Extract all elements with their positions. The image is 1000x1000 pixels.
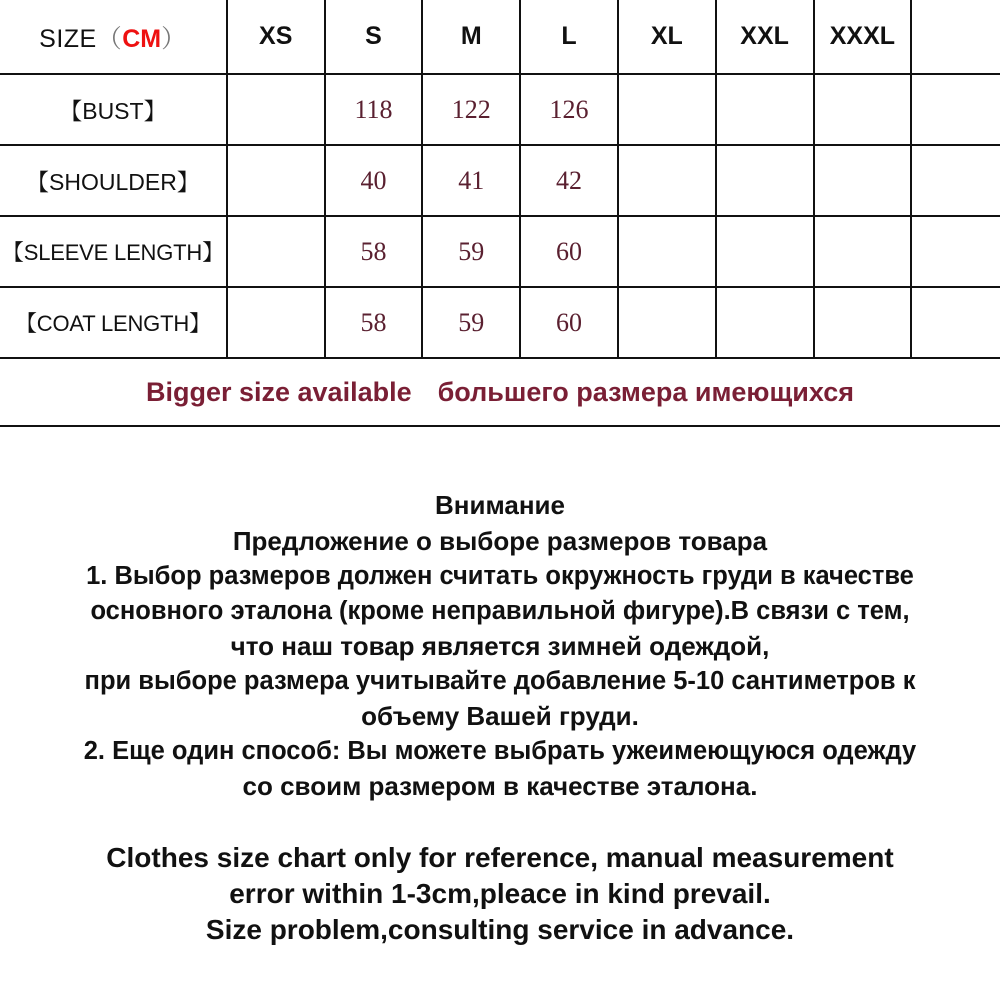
header-cell-spare xyxy=(911,0,1000,74)
notice-title: Внимание xyxy=(435,490,565,520)
cell-sleeve-xxxl xyxy=(814,216,912,287)
value-text: 41 xyxy=(458,165,485,195)
notice-line-4: при выборе размера учитывайте добавление 5-10 сантиметров к xyxy=(84,667,916,695)
cell-sleeve-spare xyxy=(911,216,1000,287)
cell-bust-xxl xyxy=(716,74,814,145)
cell-sleeve-xl xyxy=(618,216,716,287)
table-row-coat-length xyxy=(0,287,1000,358)
notice-line-2: основного эталона (кроме неправильной фигуре).В связи с тем, xyxy=(90,597,910,625)
size-label-xl: XL xyxy=(650,22,683,50)
disclaimer-block xyxy=(0,840,1000,948)
notice-line-7: со своим размером в качестве эталона. xyxy=(242,771,758,801)
size-label-m: M xyxy=(460,22,482,50)
cell-shoulder-l xyxy=(520,145,618,216)
cell-bust-s xyxy=(325,74,423,145)
measurement-name: 【COAT LENGTH】 xyxy=(14,311,211,336)
notice-line-1: 1. Выбор размеров должен считать окружность груди в качестве xyxy=(86,562,914,590)
table-header-row xyxy=(0,0,1000,74)
measurement-name: 【BUST】 xyxy=(59,98,167,124)
notice-line-3: что наш товар является зимней одеждой, xyxy=(230,631,770,661)
cell-sleeve-xxl xyxy=(716,216,814,287)
header-cell-s xyxy=(325,0,423,74)
cell-coat-l xyxy=(520,287,618,358)
size-label-xxl: XXL xyxy=(740,22,789,50)
value-text: 59 xyxy=(458,307,485,337)
value-text: 126 xyxy=(549,94,589,124)
row-label-coat-length xyxy=(0,287,227,358)
notice-line-6: 2. Еще один способ: Вы можете выбрать ужеимеющуюся одежду xyxy=(83,737,917,765)
cell-sleeve-s xyxy=(325,216,423,287)
disclaimer-line-2: error within 1-3cm,pleace in kind prevail. xyxy=(229,878,771,909)
value-text: 58 xyxy=(360,307,387,337)
cell-shoulder-spare xyxy=(911,145,1000,216)
disclaimer-line-1: Clothes size chart only for reference, manual measurement xyxy=(106,842,894,873)
value-text: 60 xyxy=(556,236,583,266)
notice-line-5: объему Вашей груди. xyxy=(361,701,639,731)
value-text: 42 xyxy=(556,165,583,195)
notice-subtitle: Предложение о выборе размеров товара xyxy=(232,526,768,556)
header-cell-xs xyxy=(227,0,325,74)
cell-shoulder-xxl xyxy=(716,145,814,216)
header-cell-xl xyxy=(618,0,716,74)
cell-bust-l xyxy=(520,74,618,145)
row-label-sleeve-length xyxy=(0,216,227,287)
header-cell-xxxl xyxy=(814,0,912,74)
paren-close: ） xyxy=(161,24,187,53)
measurement-name: 【SLEEVE LENGTH】 xyxy=(1,240,224,265)
cell-bust-xxxl xyxy=(814,74,912,145)
cell-bust-xl xyxy=(618,74,716,145)
bigger-size-english: Bigger size available xyxy=(145,376,412,407)
value-text: 122 xyxy=(451,94,491,124)
table-row-shoulder xyxy=(0,145,1000,216)
cell-coat-xxl xyxy=(716,287,814,358)
value-text: 40 xyxy=(360,165,387,195)
row-label-shoulder xyxy=(0,145,227,216)
size-word: SIZE xyxy=(39,24,97,53)
size-label-l: L xyxy=(561,22,577,50)
cell-coat-xs xyxy=(227,287,325,358)
header-cell-m xyxy=(422,0,520,74)
value-text: 58 xyxy=(360,236,387,266)
cell-shoulder-m xyxy=(422,145,520,216)
bigger-size-banner xyxy=(146,377,854,407)
size-unit-label xyxy=(39,25,187,53)
cell-coat-xl xyxy=(618,287,716,358)
unit-cm: CM xyxy=(122,24,162,53)
table-row-bust xyxy=(0,74,1000,145)
table-row-sleeve-length xyxy=(0,216,1000,287)
cell-bust-m xyxy=(422,74,520,145)
header-cell-xxl xyxy=(716,0,814,74)
cell-bust-xs xyxy=(227,74,325,145)
size-chart-table xyxy=(0,0,1000,427)
size-label-s: S xyxy=(365,22,382,50)
bigger-size-russian: большего размера имеющихся xyxy=(437,376,854,407)
bigger-size-banner-row xyxy=(0,358,1000,426)
header-cell-l xyxy=(520,0,618,74)
cell-shoulder-xl xyxy=(618,145,716,216)
header-cell-size-unit xyxy=(0,0,227,74)
cell-coat-s xyxy=(325,287,423,358)
paren-open: （ xyxy=(96,24,123,53)
cell-shoulder-xxxl xyxy=(814,145,912,216)
value-text: 60 xyxy=(556,307,583,337)
size-label-xs: XS xyxy=(259,22,293,50)
cell-coat-spare xyxy=(911,287,1000,358)
cell-sleeve-xs xyxy=(227,216,325,287)
value-text: 118 xyxy=(354,94,393,124)
cell-sleeve-m xyxy=(422,216,520,287)
cell-coat-xxxl xyxy=(814,287,912,358)
cell-shoulder-xs xyxy=(227,145,325,216)
bigger-size-banner-cell xyxy=(0,358,1000,426)
row-label-bust xyxy=(0,74,227,145)
size-label-xxxl: XXXL xyxy=(829,22,896,50)
measurement-name: 【SHOULDER】 xyxy=(26,169,200,195)
cell-sleeve-l xyxy=(520,216,618,287)
disclaimer-line-3: Size problem,consulting service in advance. xyxy=(205,914,795,945)
value-text: 59 xyxy=(458,236,485,266)
notice-block xyxy=(0,487,1000,804)
cell-shoulder-s xyxy=(325,145,423,216)
cell-bust-spare xyxy=(911,74,1000,145)
cell-coat-m xyxy=(422,287,520,358)
